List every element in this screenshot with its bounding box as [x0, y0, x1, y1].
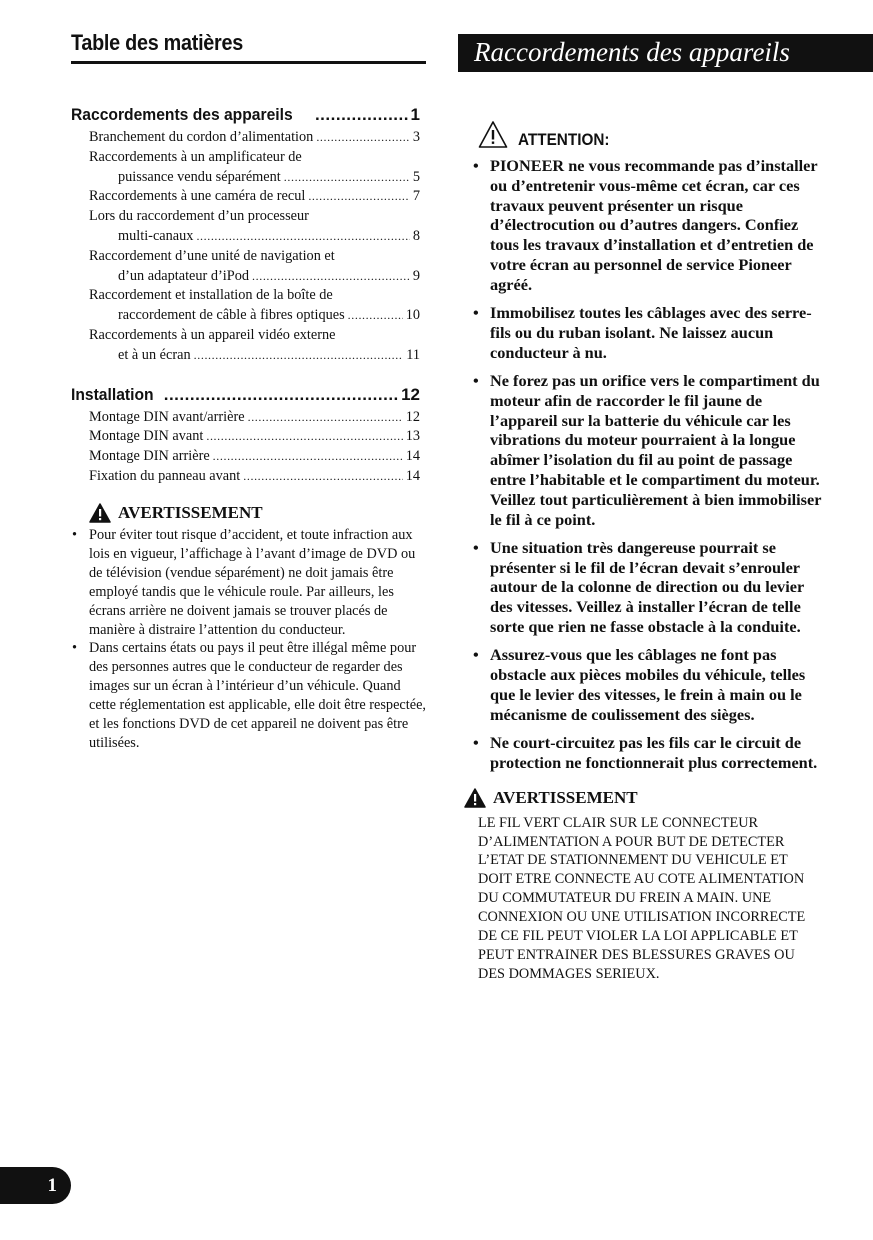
page-number-tab — [0, 1167, 71, 1204]
section-banner-title: Raccordements des appareils — [474, 37, 790, 67]
toc-item-text: Lors du raccordement d’un processeur — [89, 208, 309, 225]
warning-heading — [464, 787, 822, 809]
attention-bullet: • Ne forez pas un orifice vers le compartiment du moteur afin de raccorder le fil jaune de l’appareil sur la batterie du véhicule car les vibrations du moteur pourraient à la longue abîmer l’isolation du fil au point de passage entre l’habitable et le compartiment du moteur. Veillez tout particulièrement à bien immobiliser le fil à ce point. — [472, 371, 822, 529]
toc-item[interactable] — [71, 247, 420, 287]
toc-item-page: 8 — [412, 227, 420, 244]
warning-triangle-icon — [464, 788, 486, 808]
attention-bullet: • Ne court-circuitez pas les fils car le circuit de protection ne fonctionnerait plus correctement. — [472, 733, 822, 773]
toc-section — [71, 102, 420, 366]
toc-section-page: 1 — [410, 105, 420, 124]
right-column — [472, 112, 822, 984]
toc-item-page: 10 — [405, 307, 420, 324]
page-number: 1 — [47, 1175, 57, 1196]
toc-section-title: Raccordements des appareils — [71, 105, 293, 124]
toc-item-page: 3 — [412, 129, 420, 145]
toc-item-text: Raccordement et installation de la boîte de — [89, 287, 333, 304]
attention-list — [472, 156, 822, 773]
toc-item-text: et à un écran — [118, 346, 191, 363]
toc-section-heading[interactable] — [71, 102, 420, 128]
toc-item-page: 14 — [405, 467, 420, 484]
toc-item[interactable] — [71, 408, 420, 428]
warning-heading — [71, 502, 426, 524]
caution-triangle-icon — [478, 120, 508, 150]
toc-item[interactable] — [71, 128, 420, 148]
toc-item[interactable] — [71, 187, 420, 207]
section-banner — [458, 34, 873, 72]
toc-item-text: Raccordements à un amplificateur de — [89, 148, 302, 165]
toc-item-text: Branchement du cordon d’alimentation — [89, 129, 314, 145]
toc-item-page: 11 — [406, 346, 420, 363]
toc-item-text: d’un adaptateur d’iPod — [118, 267, 250, 284]
toc-item-page: 14 — [405, 448, 420, 465]
warning-bullet: • Dans certains états ou pays il peut être illégal même pour des personnes autres que le conducteur de regarder des images sur un écran à l’intérieur d’un véhicule. Quand cette réglementation est applicable, elle doit être respectée, et les fonctions DVD de cet appareil ne doivent pas être utilisées. — [71, 639, 426, 752]
attention-bullet: • Immobilisez toutes les câblages avec des serre-fils ou du ruban isolant. Ne laissez aucun conducteur à nu. — [472, 303, 822, 362]
toc-item-page: 5 — [412, 168, 420, 185]
toc-item[interactable] — [71, 148, 420, 188]
toc-item-text: Raccordement d’une unité de navigation et — [89, 247, 335, 264]
attention-heading-text: ATTENTION: — [518, 130, 610, 149]
toc-item[interactable] — [71, 207, 420, 247]
toc-item[interactable] — [71, 286, 420, 326]
warning-list — [71, 526, 426, 753]
toc-item-text: raccordement de câble à fibres optiques — [118, 307, 345, 324]
toc-item-page: 9 — [412, 267, 420, 284]
toc-item[interactable] — [71, 427, 420, 447]
toc-item[interactable] — [71, 326, 420, 366]
warning-triangle-icon — [89, 503, 111, 523]
attention-heading — [472, 112, 822, 150]
attention-bullet: • Une situation très dangereuse pourrait se présenter si le fil de l’écran devait s’enrouler autour de la colonne de direction ou du levier des vitesses. Veillez à installer l’écran de telle sorte que rien ne fasse obstacle à la conduite. — [472, 538, 822, 637]
toc-leader — [164, 382, 398, 408]
toc-item-page: 13 — [405, 428, 420, 445]
toc-section — [71, 382, 420, 487]
toc-item-page: 7 — [412, 188, 420, 205]
toc-item[interactable] — [71, 467, 420, 487]
toc-item-text: Montage DIN arrière — [89, 448, 210, 465]
toc-item-text: multi-canaux — [118, 227, 194, 244]
warning-heading-text: AVERTISSEMENT — [118, 503, 263, 522]
toc-item-page: 12 — [405, 408, 420, 425]
table-of-contents — [71, 102, 420, 503]
toc-item-text: Montage DIN avant — [89, 428, 204, 445]
attention-bullet: • PIONEER ne vous recommande pas d’installer ou d’entretenir vous-même cet écran, car ces travaux peuvent présenter un risque d’électrocution ou d’autres dangers. Confiez tous les travaux d’installation et d’entretien de votre écran au personnel de service Pioneer agréé. — [472, 156, 822, 295]
warning-bullet: • Pour éviter tout risque d’accident, et toute infraction aux lois en vigueur, l’affichage à l’avant d’image de DVD ou de télévision (vendue séparément) ne doit jamais être employé tandis que le véhicule roule. Par ailleurs, les écrans arrière ne doivent jamais se trouver placés de manière à distraire l’attention du conducteur. — [71, 526, 426, 639]
toc-item-text: Raccordements à une caméra de recul — [89, 188, 306, 205]
warning-body-text: LE FIL VERT CLAIR SUR LE CONNECTEUR D’ALIMENTATION A POUR BUT DE DETECTER L’ETAT DE STATIONNEMENT DU VEHICULE ET DOIT ETRE CONNECTE AU COTE ALIMENTATION DU COMMUTATEUR DU FREIN A MAIN. UNE CONNEXION OU UNE UTILISATION INCORRECTE DE CE FIL PEUT VIOLER LA LOI APPLICABLE ET PEUT ENTRAINER DES BLESSURES GRAVES OU DES DOMMAGES SERIEUX. — [478, 814, 806, 982]
left-warning-block — [71, 502, 426, 753]
toc-item-text: Montage DIN avant/arrière — [89, 408, 245, 425]
toc-item-text: puissance vendu séparément — [118, 168, 281, 185]
toc-section-heading[interactable] — [71, 382, 420, 408]
title-underline — [71, 61, 426, 64]
toc-section-title: Installation — [71, 384, 154, 404]
warning-heading-text: AVERTISSEMENT — [493, 787, 638, 807]
toc-leader — [315, 102, 408, 128]
attention-bullet: • Assurez-vous que les câblages ne font pas obstacle aux pièces mobiles du véhicule, telles que le levier des vitesses, le frein à main ou le mécanisme de coulissement des sièges. — [472, 645, 822, 724]
toc-item-text: Raccordements à un appareil vidéo externe — [89, 326, 336, 343]
toc-item[interactable] — [71, 447, 420, 467]
toc-section-page: 12 — [401, 384, 420, 404]
page-title: Table des matières — [71, 30, 243, 55]
toc-item-text: Fixation du panneau avant — [89, 467, 241, 484]
